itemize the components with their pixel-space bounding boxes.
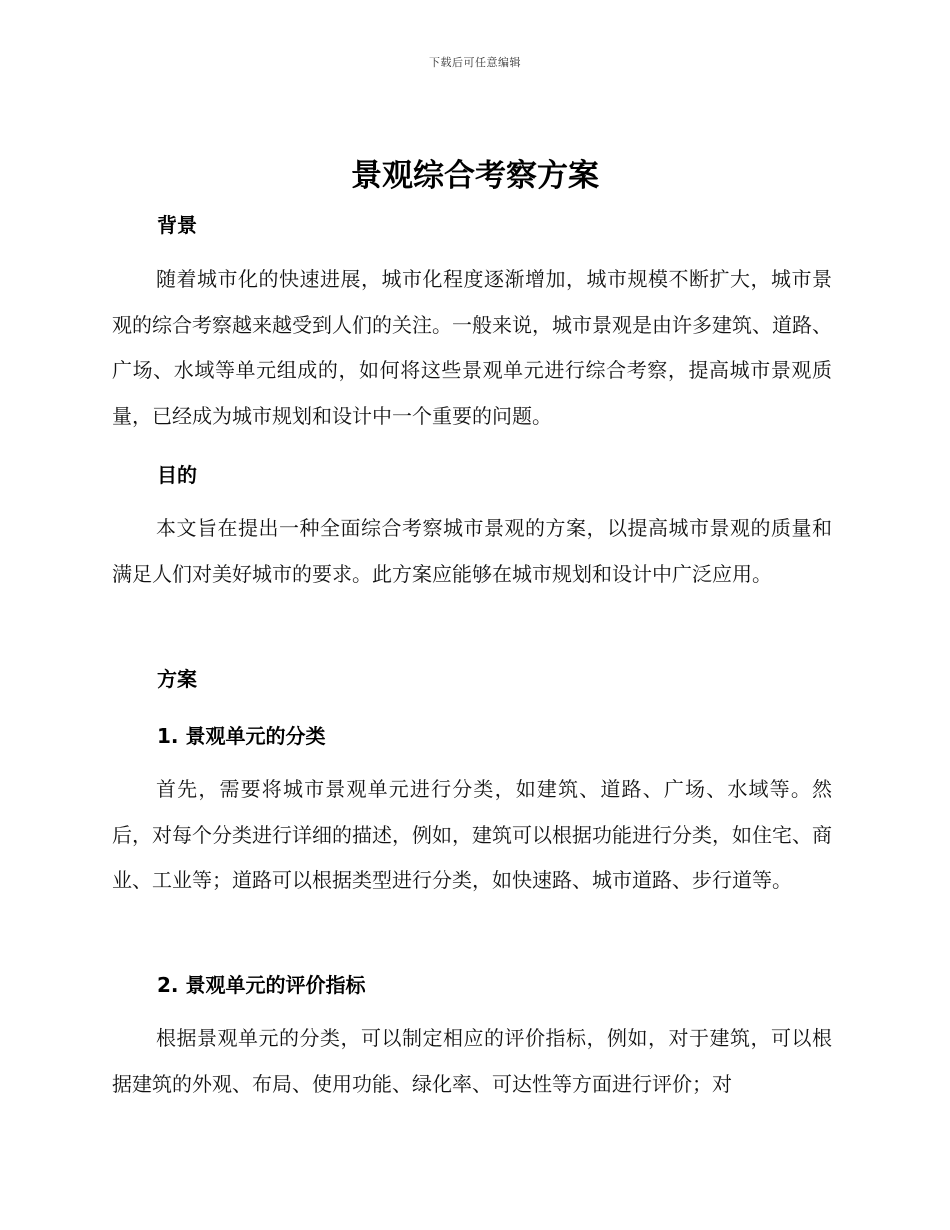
paragraph-purpose: 本文旨在提出一种全面综合考察城市景观的方案，以提高城市景观的质量和满足人们对美好城市的要求。此方案应能够在城市规划和设计中广泛应用。 <box>112 516 832 586</box>
paragraph-classification: 首先，需要将城市景观单元进行分类，如建筑、道路、广场、水域等。然后，对每个分类进行详细的描述，例如，建筑可以根据功能进行分类，如住宅、商业、工业等；道路可以根据类型进行分类，如快速路、城市道路、步行道等。 <box>112 777 832 892</box>
paragraph-background: 随着城市化的快速进展，城市化程度逐渐增加，城市规模不断扩大，城市景观的综合考察越来越受到人们的关注。一般来说，城市景观是由许多建筑、道路、广场、水域等单元组成的，如何将这些景观单元进行综合考察，提高城市景观质量，已经成为城市规划和设计中一个重要的问题。 <box>112 267 832 428</box>
section-heading-plan: 方案 <box>157 667 197 691</box>
paragraph-evaluation: 根据景观单元的分类，可以制定相应的评价指标，例如，对于建筑，可以根据建筑的外观、布局、使用功能、绿化率、可达性等方面进行评价；对 <box>112 1026 832 1096</box>
section-heading-purpose: 目的 <box>157 463 197 487</box>
section-heading-background: 背景 <box>157 213 197 237</box>
header-note: 下载后可任意编辑 <box>429 56 521 69</box>
subsection-heading-evaluation: 2. 景观单元的评价指标 <box>157 973 366 997</box>
subsection-heading-classification: 1. 景观单元的分类 <box>157 724 326 748</box>
document-title: 景观综合考察方案 <box>351 158 599 194</box>
